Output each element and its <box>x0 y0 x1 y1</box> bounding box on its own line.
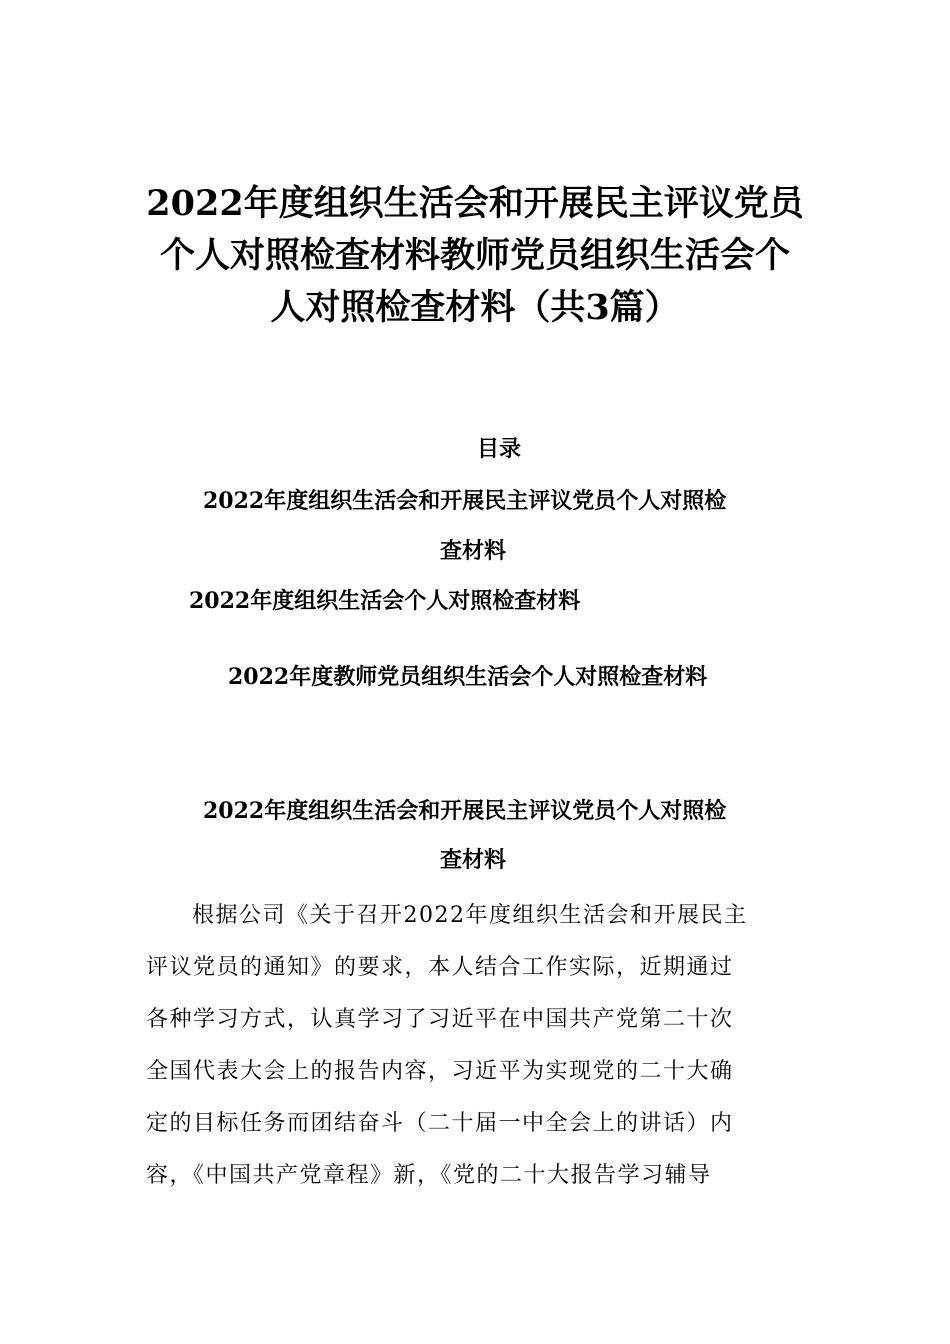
toc-entry-1: 2022年度组织生活会和开展民主评议党员个人对照检 <box>203 488 727 514</box>
body-line: 全国代表大会上的报告内容，习近平为实现党的二十大确 <box>146 1059 734 1084</box>
section-heading-continued: 查材料 <box>440 847 507 873</box>
body-line: 各种学习方式，认真学习了习近平在中国共产党第二十次 <box>146 1007 734 1032</box>
title-line: 个人对照检查材料教师党员组织生活会个 <box>159 235 790 276</box>
body-line: 定的目标任务而团结奋斗（二十届一中全会上的讲话）内 <box>146 1111 734 1136</box>
toc-entry-1-continued: 查材料 <box>440 538 507 564</box>
toc-heading: 目录 <box>476 436 521 462</box>
toc-entry-3: 2022年度教师党员组织生活会个人对照检查材料 <box>228 664 708 690</box>
body-line: 容，《中国共产党章程》新，《党的二十大报告学习辅导 <box>146 1163 712 1188</box>
section-heading: 2022年度组织生活会和开展民主评议党员个人对照检 <box>203 798 727 824</box>
document-title <box>120 178 830 334</box>
body-line: 根据公司《关于召开2022年度组织生活会和开展民主 <box>192 903 748 928</box>
title-line: 2022年度组织生活会和开展民主评议党员 <box>146 183 804 224</box>
toc-entry-2: 2022年度组织生活会个人对照检查材料 <box>189 588 581 614</box>
body-line: 评议党员的通知》的要求，本人结合工作实际，近期通过 <box>146 955 734 980</box>
title-line: 人对照检查材料（共3篇） <box>270 287 680 328</box>
section-body <box>146 890 806 1202</box>
